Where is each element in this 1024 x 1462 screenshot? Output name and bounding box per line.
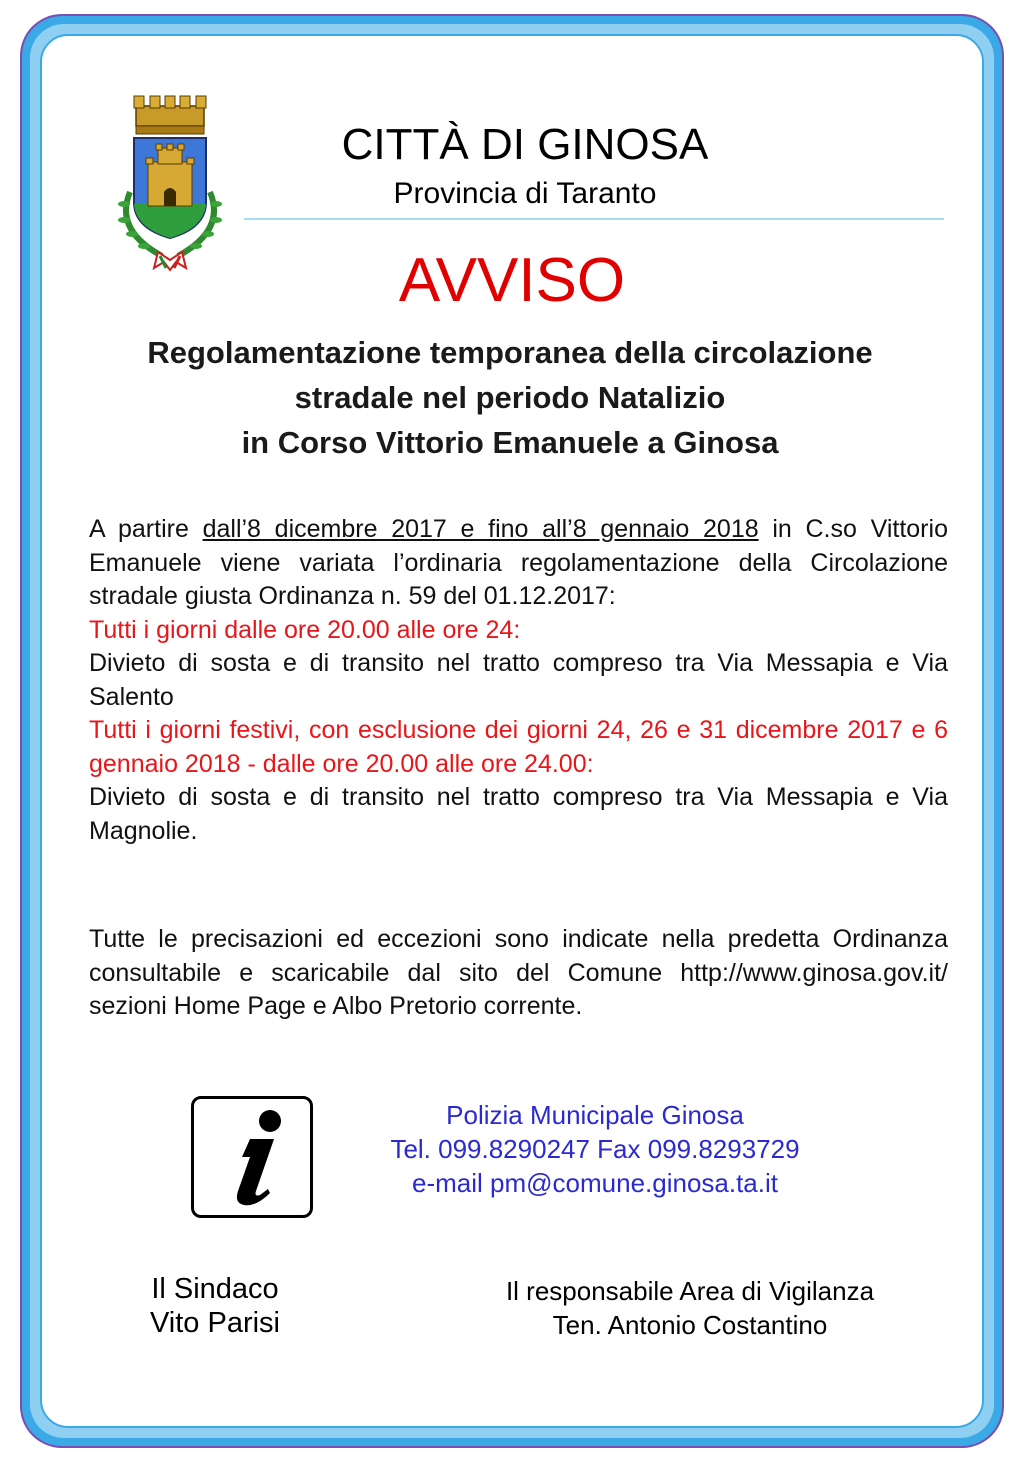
- rule2-heading: Tutti i giorni festivi, con esclusione dei giorni 24, 26 e 31 dicembre 2017 e 6 gennaio 2018 - dalle ore 20.00 alle ore 24.00:: [89, 716, 948, 778]
- mayor-role: Il Sindaco: [151, 1273, 279, 1305]
- supervisor-signature: [450, 1274, 930, 1342]
- intro-paragraph: [89, 513, 948, 614]
- contact-phone: Tel. 099.8290247 Fax 099.8293729: [390, 1134, 800, 1164]
- city-title: CITTÀ DI GINOSA: [341, 120, 709, 169]
- notes-paragraph: Tutte le precisazioni ed eccezioni sono indicate nella predetta Ordinanza consultabile e scaricabile dal sito del Comune http://www.ginosa.gov.it/ sezioni Home Page e Albo Pretorio corrente.: [89, 925, 948, 1020]
- info-icon: [191, 1096, 313, 1218]
- contact-email[interactable]: e-mail pm@comune.ginosa.ta.it: [412, 1168, 778, 1198]
- notice-body: [89, 513, 948, 848]
- rule1-heading: Tutti i giorni dalle ore 20.00 alle ore 24:: [89, 615, 521, 644]
- supervisor-role: Il responsabile Area di Vigilanza: [505, 1276, 875, 1306]
- contact-block: [340, 1098, 850, 1200]
- intro-rest: in C.so Vittorio Emanuele viene variata l’ordinaria regolamentazione della Circolazione stradale giusta Ordinanza n. 59 del 01.12.2017:: [89, 515, 948, 610]
- contact-office: Polizia Municipale Ginosa: [446, 1100, 744, 1130]
- subject-line-1: Regolamentazione temporanea della circolazione: [147, 335, 873, 370]
- supervisor-name: Ten. Antonio Costantino: [552, 1310, 828, 1340]
- info-glyph: [194, 1099, 310, 1215]
- province-subtitle: Provincia di Taranto: [393, 177, 657, 210]
- rule2-text: Divieto di sosta e di transito nel tratto compreso tra Via Messapia e Via Magnolie.: [89, 783, 948, 845]
- rule1-text: Divieto di sosta e di transito nel tratto compreso tra Via Messapia e Via Salento: [89, 649, 948, 711]
- notice-title: AVVISO: [398, 246, 626, 315]
- notice-subject: [70, 330, 950, 465]
- mayor-signature: [110, 1272, 320, 1340]
- intro-period: dall’8 dicembre 2017 e fino all’8 gennaio 2018: [202, 515, 759, 543]
- subject-line-3: in Corso Vittorio Emanuele a Ginosa: [241, 425, 779, 460]
- coat-of-arms-icon: [100, 92, 240, 272]
- subject-line-2: stradale nel periodo Natalizio: [294, 380, 726, 415]
- mayor-name: Vito Parisi: [149, 1307, 281, 1339]
- header-divider: [244, 218, 944, 220]
- intro-prefix: A partire: [89, 515, 203, 543]
